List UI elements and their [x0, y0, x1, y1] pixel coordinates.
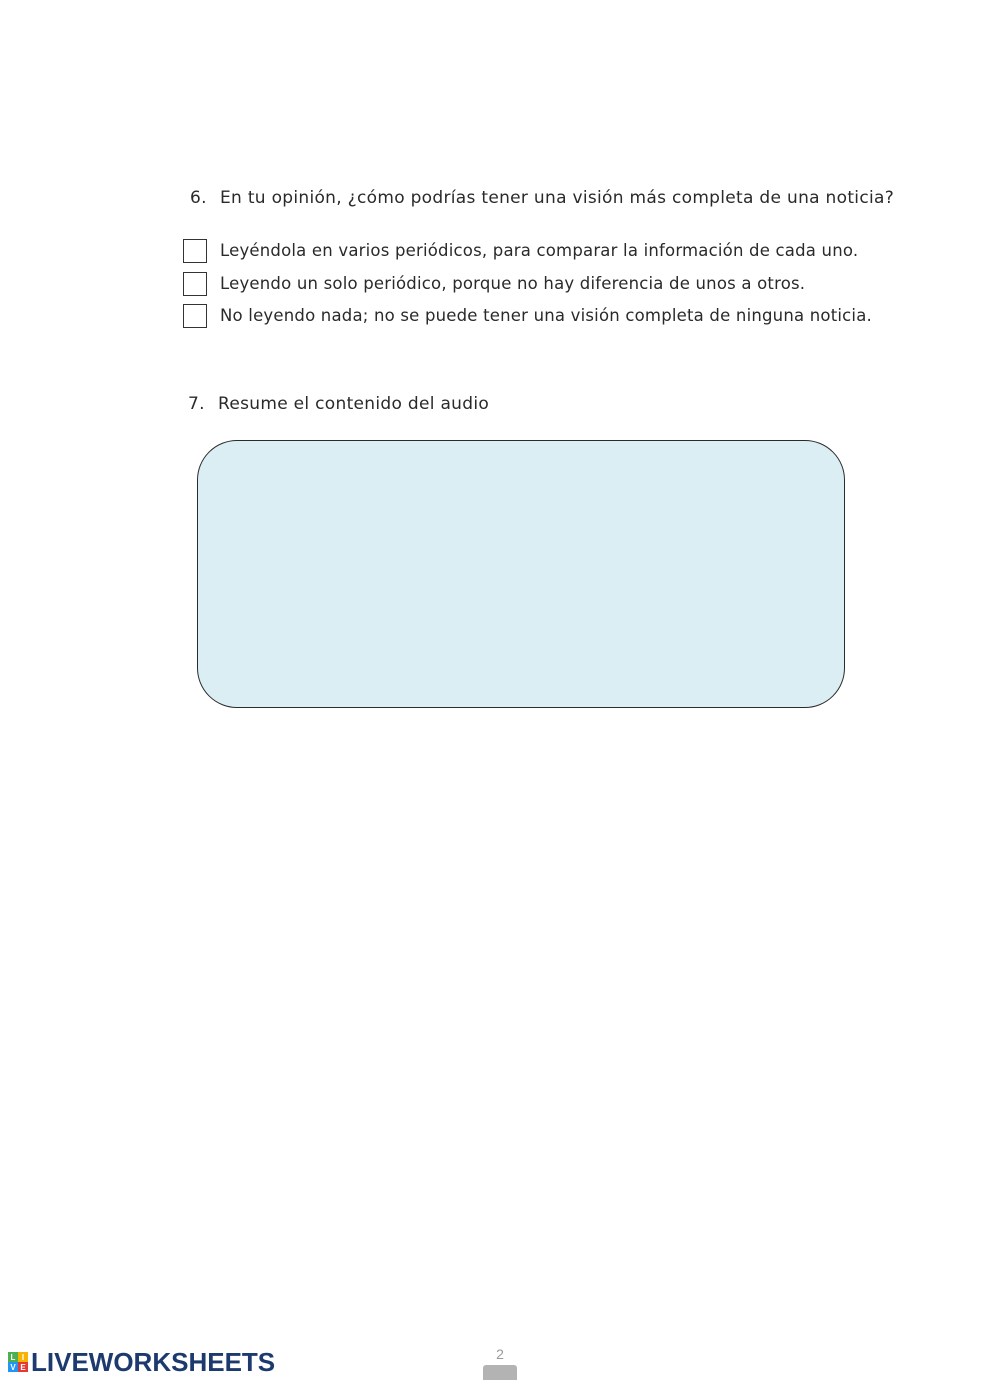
logo-icon	[8, 1352, 28, 1372]
option-2[interactable]	[183, 272, 883, 298]
question-7	[188, 394, 588, 418]
option-1[interactable]	[183, 239, 883, 265]
option-3-checkbox[interactable]	[183, 304, 207, 328]
option-2-checkbox[interactable]	[183, 272, 207, 296]
question-6	[190, 188, 895, 212]
option-3[interactable]	[183, 304, 883, 330]
logo-tile-v: V	[8, 1362, 18, 1372]
page-tab[interactable]	[483, 1365, 517, 1380]
option-2-label: Leyendo un solo periódico, porque no hay diferencia de unos a otros.	[220, 274, 806, 293]
page-number: 2	[496, 1346, 504, 1362]
logo-tile-i: I	[18, 1352, 28, 1362]
question-7-text: Resume el contenido del audio	[218, 394, 490, 414]
question-6-number: 6.	[190, 188, 207, 208]
option-3-label: No leyendo nada; no se puede tener una visión completa de ninguna noticia.	[220, 306, 872, 325]
logo-tile-l: L	[8, 1352, 18, 1362]
logo-text: LIVEWORKSHEETS	[31, 1346, 276, 1377]
option-1-checkbox[interactable]	[183, 239, 207, 263]
question-7-number: 7.	[188, 394, 205, 414]
summary-answer-box[interactable]	[197, 440, 845, 708]
logo-tile-e: E	[18, 1362, 28, 1372]
liveworksheets-logo[interactable]	[8, 1346, 276, 1377]
question-6-text: En tu opinión, ¿cómo podrías tener una visión más completa de una noticia?	[220, 188, 895, 208]
option-1-label: Leyéndola en varios periódicos, para comparar la información de cada uno.	[220, 241, 859, 260]
